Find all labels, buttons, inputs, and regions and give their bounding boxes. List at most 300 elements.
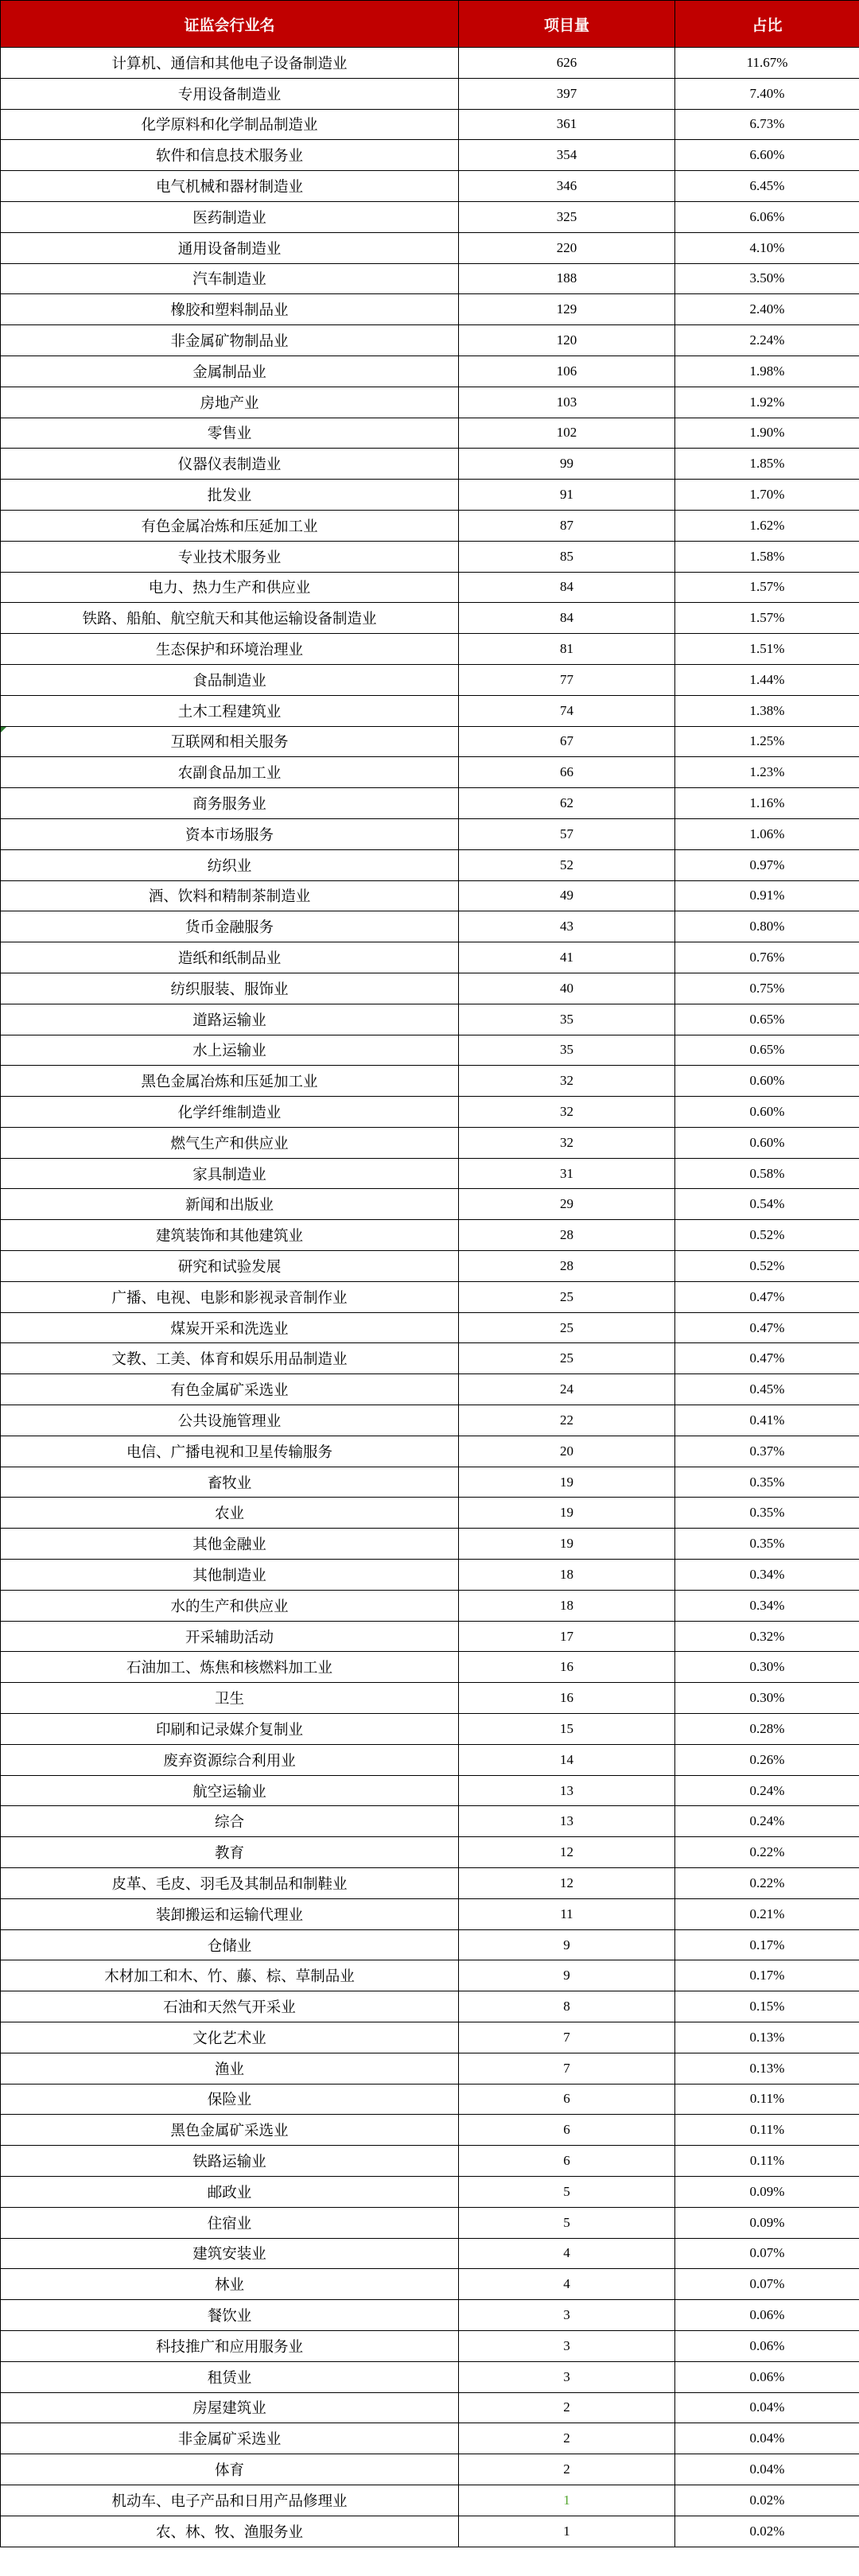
cell-industry[interactable]: 水上运输业 <box>1 1035 459 1066</box>
cell-industry[interactable]: 文化艺术业 <box>1 2022 459 2053</box>
cell-count[interactable]: 7 <box>459 2022 675 2053</box>
cell-count[interactable]: 397 <box>459 78 675 109</box>
cell-industry[interactable]: 仓储业 <box>1 1929 459 1960</box>
cell-share[interactable]: 0.13% <box>675 2022 859 2053</box>
cell-share[interactable]: 0.60% <box>675 1097 859 1128</box>
cell-count[interactable]: 24 <box>459 1374 675 1405</box>
cell-share[interactable]: 1.62% <box>675 510 859 541</box>
cell-share[interactable]: 0.58% <box>675 1158 859 1189</box>
cell-share[interactable]: 1.90% <box>675 418 859 449</box>
table-row[interactable] <box>1 1529 859 1560</box>
cell-count[interactable]: 32 <box>459 1127 675 1158</box>
table-row[interactable] <box>1 942 859 973</box>
cell-count[interactable]: 188 <box>459 263 675 294</box>
cell-share[interactable]: 1.85% <box>675 449 859 480</box>
cell-share[interactable]: 0.52% <box>675 1220 859 1251</box>
cell-industry[interactable]: 道路运输业 <box>1 1004 459 1035</box>
table-row[interactable] <box>1 1312 859 1343</box>
cell-industry[interactable]: 教育 <box>1 1837 459 1868</box>
cell-industry[interactable]: 航空运输业 <box>1 1775 459 1806</box>
cell-count[interactable]: 7 <box>459 2053 675 2084</box>
cell-count[interactable]: 12 <box>459 1837 675 1868</box>
cell-industry[interactable]: 专用设备制造业 <box>1 78 459 109</box>
cell-share[interactable]: 0.41% <box>675 1405 859 1436</box>
cell-share[interactable]: 0.22% <box>675 1868 859 1899</box>
cell-count[interactable]: 4 <box>459 2238 675 2269</box>
table-row[interactable] <box>1 2238 859 2269</box>
table-row[interactable] <box>1 2423 859 2454</box>
cell-industry[interactable]: 餐饮业 <box>1 2300 459 2331</box>
table-row[interactable] <box>1 1837 859 1868</box>
cell-industry[interactable]: 废弃资源综合利用业 <box>1 1744 459 1775</box>
cell-share[interactable]: 0.30% <box>675 1683 859 1714</box>
cell-share[interactable]: 11.67% <box>675 48 859 79</box>
cell-share[interactable]: 0.07% <box>675 2269 859 2300</box>
cell-industry[interactable]: 家具制造业 <box>1 1158 459 1189</box>
cell-count[interactable]: 6 <box>459 2115 675 2146</box>
table-row[interactable] <box>1 880 859 911</box>
cell-industry[interactable]: 印刷和记录媒介复制业 <box>1 1714 459 1745</box>
table-row[interactable] <box>1 2053 859 2084</box>
cell-count[interactable]: 13 <box>459 1806 675 1837</box>
cell-share[interactable]: 0.09% <box>675 2207 859 2238</box>
cell-share[interactable]: 0.75% <box>675 973 859 1004</box>
cell-industry[interactable]: 住宿业 <box>1 2207 459 2238</box>
cell-industry[interactable]: 有色金属矿采选业 <box>1 1374 459 1405</box>
cell-count[interactable]: 67 <box>459 726 675 757</box>
cell-count[interactable]: 3 <box>459 2300 675 2331</box>
table-row[interactable] <box>1 849 859 880</box>
table-row[interactable] <box>1 541 859 572</box>
cell-share[interactable]: 1.44% <box>675 664 859 695</box>
cell-industry[interactable]: 金属制品业 <box>1 356 459 387</box>
cell-share[interactable]: 1.25% <box>675 726 859 757</box>
cell-share[interactable]: 0.37% <box>675 1436 859 1467</box>
table-row[interactable] <box>1 2330 859 2361</box>
cell-share[interactable]: 0.11% <box>675 2084 859 2115</box>
cell-share[interactable]: 1.98% <box>675 356 859 387</box>
table-row[interactable] <box>1 1004 859 1035</box>
cell-share[interactable]: 1.92% <box>675 387 859 418</box>
cell-count[interactable]: 103 <box>459 387 675 418</box>
cell-count[interactable]: 81 <box>459 634 675 665</box>
cell-count[interactable]: 14 <box>459 1744 675 1775</box>
cell-industry[interactable]: 房地产业 <box>1 387 459 418</box>
cell-share[interactable]: 0.22% <box>675 1837 859 1868</box>
cell-industry[interactable]: 其他制造业 <box>1 1560 459 1591</box>
cell-count[interactable]: 41 <box>459 942 675 973</box>
cell-share[interactable]: 6.60% <box>675 140 859 171</box>
cell-share[interactable]: 0.15% <box>675 1991 859 2022</box>
cell-industry[interactable]: 电信、广播电视和卫星传输服务 <box>1 1436 459 1467</box>
table-row[interactable] <box>1 2392 859 2423</box>
cell-share[interactable]: 0.47% <box>675 1312 859 1343</box>
cell-industry[interactable]: 农副食品加工业 <box>1 757 459 788</box>
cell-count[interactable]: 22 <box>459 1405 675 1436</box>
cell-share[interactable]: 0.80% <box>675 911 859 942</box>
cell-share[interactable]: 0.24% <box>675 1775 859 1806</box>
cell-share[interactable]: 0.04% <box>675 2454 859 2485</box>
cell-count[interactable]: 28 <box>459 1251 675 1282</box>
cell-count[interactable]: 325 <box>459 201 675 232</box>
cell-count[interactable]: 1 <box>459 2516 675 2547</box>
cell-share[interactable]: 1.51% <box>675 634 859 665</box>
cell-industry[interactable]: 公共设施管理业 <box>1 1405 459 1436</box>
cell-share[interactable]: 0.21% <box>675 1898 859 1929</box>
cell-share[interactable]: 0.60% <box>675 1127 859 1158</box>
table-row[interactable] <box>1 1590 859 1621</box>
cell-share[interactable]: 1.38% <box>675 695 859 726</box>
cell-industry[interactable]: 食品制造业 <box>1 664 459 695</box>
cell-count[interactable]: 32 <box>459 1066 675 1097</box>
cell-share[interactable]: 0.52% <box>675 1251 859 1282</box>
table-row[interactable] <box>1 603 859 634</box>
cell-count[interactable]: 12 <box>459 1868 675 1899</box>
cell-count[interactable]: 84 <box>459 572 675 603</box>
cell-industry[interactable]: 软件和信息技术服务业 <box>1 140 459 171</box>
cell-industry[interactable]: 新闻和出版业 <box>1 1189 459 1220</box>
cell-count[interactable]: 43 <box>459 911 675 942</box>
cell-share[interactable]: 0.04% <box>675 2423 859 2454</box>
cell-industry[interactable]: 租赁业 <box>1 2361 459 2392</box>
cell-industry[interactable]: 纺织服装、服饰业 <box>1 973 459 1004</box>
cell-industry[interactable]: 燃气生产和供应业 <box>1 1127 459 1158</box>
cell-share[interactable]: 1.57% <box>675 603 859 634</box>
cell-count[interactable]: 18 <box>459 1560 675 1591</box>
cell-count[interactable]: 49 <box>459 880 675 911</box>
table-row[interactable] <box>1 572 859 603</box>
cell-share[interactable]: 0.02% <box>675 2516 859 2547</box>
cell-count[interactable]: 99 <box>459 449 675 480</box>
cell-share[interactable]: 0.04% <box>675 2392 859 2423</box>
table-row[interactable] <box>1 418 859 449</box>
cell-count[interactable]: 66 <box>459 757 675 788</box>
cell-industry[interactable]: 皮革、毛皮、羽毛及其制品和制鞋业 <box>1 1868 459 1899</box>
cell-share[interactable]: 0.06% <box>675 2330 859 2361</box>
cell-share[interactable]: 7.40% <box>675 78 859 109</box>
cell-share[interactable]: 0.35% <box>675 1529 859 1560</box>
cell-share[interactable]: 0.06% <box>675 2300 859 2331</box>
table-row[interactable] <box>1 1929 859 1960</box>
cell-share[interactable]: 0.65% <box>675 1004 859 1035</box>
cell-count[interactable]: 2 <box>459 2454 675 2485</box>
table-row[interactable] <box>1 1898 859 1929</box>
table-row[interactable] <box>1 48 859 79</box>
table-row[interactable] <box>1 634 859 665</box>
cell-count[interactable]: 3 <box>459 2361 675 2392</box>
cell-share[interactable]: 3.50% <box>675 263 859 294</box>
cell-count[interactable]: 9 <box>459 1929 675 1960</box>
cell-share[interactable]: 0.35% <box>675 1498 859 1529</box>
table-row[interactable] <box>1 78 859 109</box>
cell-industry[interactable]: 造纸和纸制品业 <box>1 942 459 973</box>
cell-count[interactable]: 2 <box>459 2423 675 2454</box>
cell-share[interactable]: 6.73% <box>675 109 859 140</box>
cell-count[interactable]: 32 <box>459 1097 675 1128</box>
cell-count[interactable]: 77 <box>459 664 675 695</box>
table-row[interactable] <box>1 201 859 232</box>
cell-industry[interactable]: 非金属矿采选业 <box>1 2423 459 2454</box>
table-row[interactable] <box>1 2454 859 2485</box>
cell-share[interactable]: 0.11% <box>675 2146 859 2177</box>
table-row[interactable] <box>1 664 859 695</box>
cell-share[interactable]: 1.06% <box>675 818 859 849</box>
cell-count[interactable]: 31 <box>459 1158 675 1189</box>
cell-share[interactable]: 0.97% <box>675 849 859 880</box>
table-row[interactable] <box>1 1405 859 1436</box>
cell-count[interactable]: 18 <box>459 1590 675 1621</box>
cell-industry[interactable]: 专业技术服务业 <box>1 541 459 572</box>
cell-industry[interactable]: 土木工程建筑业 <box>1 695 459 726</box>
cell-count[interactable]: 220 <box>459 232 675 263</box>
cell-share[interactable]: 0.34% <box>675 1590 859 1621</box>
table-row[interactable] <box>1 788 859 819</box>
table-row[interactable] <box>1 1775 859 1806</box>
cell-count[interactable]: 35 <box>459 1035 675 1066</box>
cell-share[interactable]: 0.24% <box>675 1806 859 1837</box>
cell-count[interactable]: 20 <box>459 1436 675 1467</box>
cell-share[interactable]: 1.57% <box>675 572 859 603</box>
cell-count[interactable]: 85 <box>459 541 675 572</box>
table-row[interactable] <box>1 973 859 1004</box>
cell-count[interactable]: 1 <box>459 2485 675 2516</box>
cell-industry[interactable]: 建筑安装业 <box>1 2238 459 2269</box>
table-row[interactable] <box>1 2300 859 2331</box>
cell-count[interactable]: 102 <box>459 418 675 449</box>
cell-industry[interactable]: 货币金融服务 <box>1 911 459 942</box>
cell-industry[interactable]: 批发业 <box>1 480 459 511</box>
cell-count[interactable]: 5 <box>459 2176 675 2207</box>
cell-count[interactable]: 3 <box>459 2330 675 2361</box>
cell-share[interactable]: 6.06% <box>675 201 859 232</box>
cell-share[interactable]: 0.28% <box>675 1714 859 1745</box>
cell-industry[interactable]: 农业 <box>1 1498 459 1529</box>
cell-count[interactable]: 52 <box>459 849 675 880</box>
cell-share[interactable]: 0.32% <box>675 1621 859 1652</box>
cell-count[interactable]: 29 <box>459 1189 675 1220</box>
cell-industry[interactable]: 综合 <box>1 1806 459 1837</box>
table-row[interactable] <box>1 695 859 726</box>
table-row[interactable] <box>1 1343 859 1374</box>
table-row[interactable] <box>1 1467 859 1498</box>
cell-industry[interactable]: 生态保护和环境治理业 <box>1 634 459 665</box>
cell-industry[interactable]: 电气机械和器材制造业 <box>1 171 459 202</box>
cell-share[interactable]: 0.47% <box>675 1281 859 1312</box>
cell-industry[interactable]: 零售业 <box>1 418 459 449</box>
cell-share[interactable]: 0.45% <box>675 1374 859 1405</box>
cell-industry[interactable]: 水的生产和供应业 <box>1 1590 459 1621</box>
cell-share[interactable]: 0.54% <box>675 1189 859 1220</box>
cell-share[interactable]: 1.70% <box>675 480 859 511</box>
cell-share[interactable]: 0.02% <box>675 2485 859 2516</box>
cell-industry[interactable]: 广播、电视、电影和影视录音制作业 <box>1 1281 459 1312</box>
cell-share[interactable]: 0.17% <box>675 1960 859 1991</box>
cell-count[interactable]: 9 <box>459 1960 675 1991</box>
cell-industry[interactable]: 纺织业 <box>1 849 459 880</box>
cell-share[interactable]: 2.24% <box>675 325 859 356</box>
table-row[interactable] <box>1 356 859 387</box>
table-row[interactable] <box>1 1097 859 1128</box>
table-row[interactable] <box>1 1281 859 1312</box>
cell-industry[interactable]: 文教、工美、体育和娱乐用品制造业 <box>1 1343 459 1374</box>
table-row[interactable] <box>1 140 859 171</box>
table-row[interactable] <box>1 2115 859 2146</box>
cell-share[interactable]: 1.58% <box>675 541 859 572</box>
table-row[interactable] <box>1 2084 859 2115</box>
cell-industry[interactable]: 酒、饮料和精制茶制造业 <box>1 880 459 911</box>
table-row[interactable] <box>1 1251 859 1282</box>
cell-share[interactable]: 0.07% <box>675 2238 859 2269</box>
table-row[interactable] <box>1 1498 859 1529</box>
cell-count[interactable]: 16 <box>459 1652 675 1683</box>
cell-industry[interactable]: 石油和天然气开采业 <box>1 1991 459 2022</box>
table-row[interactable] <box>1 2022 859 2053</box>
table-row[interactable] <box>1 1374 859 1405</box>
cell-share[interactable]: 0.06% <box>675 2361 859 2392</box>
cell-count[interactable]: 626 <box>459 48 675 79</box>
cell-count[interactable]: 57 <box>459 818 675 849</box>
cell-count[interactable]: 346 <box>459 171 675 202</box>
cell-industry[interactable]: 机动车、电子产品和日用产品修理业 <box>1 2485 459 2516</box>
table-row[interactable] <box>1 818 859 849</box>
table-row[interactable] <box>1 1744 859 1775</box>
cell-count[interactable]: 106 <box>459 356 675 387</box>
cell-share[interactable]: 0.60% <box>675 1066 859 1097</box>
table-row[interactable] <box>1 2361 859 2392</box>
cell-count[interactable]: 2 <box>459 2392 675 2423</box>
cell-industry[interactable]: 建筑装饰和其他建筑业 <box>1 1220 459 1251</box>
cell-share[interactable]: 0.91% <box>675 880 859 911</box>
cell-industry[interactable]: 渔业 <box>1 2053 459 2084</box>
cell-share[interactable]: 1.16% <box>675 788 859 819</box>
table-row[interactable] <box>1 1652 859 1683</box>
cell-share[interactable]: 0.34% <box>675 1560 859 1591</box>
cell-industry[interactable]: 研究和试验发展 <box>1 1251 459 1282</box>
cell-share[interactable]: 0.35% <box>675 1467 859 1498</box>
cell-count[interactable]: 6 <box>459 2084 675 2115</box>
table-row[interactable] <box>1 1158 859 1189</box>
table-row[interactable] <box>1 1035 859 1066</box>
table-row[interactable] <box>1 325 859 356</box>
table-row[interactable] <box>1 757 859 788</box>
cell-industry[interactable]: 其他金融业 <box>1 1529 459 1560</box>
cell-share[interactable]: 0.47% <box>675 1343 859 1374</box>
cell-count[interactable]: 87 <box>459 510 675 541</box>
cell-count[interactable]: 4 <box>459 2269 675 2300</box>
table-row[interactable] <box>1 387 859 418</box>
cell-industry[interactable]: 互联网和相关服务 <box>1 726 459 757</box>
cell-share[interactable]: 0.13% <box>675 2053 859 2084</box>
cell-count[interactable]: 19 <box>459 1467 675 1498</box>
cell-industry[interactable]: 铁路运输业 <box>1 2146 459 2177</box>
cell-share[interactable]: 6.45% <box>675 171 859 202</box>
table-row[interactable] <box>1 1683 859 1714</box>
cell-share[interactable]: 0.11% <box>675 2115 859 2146</box>
cell-count[interactable]: 25 <box>459 1281 675 1312</box>
cell-industry[interactable]: 橡胶和塑料制品业 <box>1 294 459 325</box>
table-row[interactable] <box>1 510 859 541</box>
cell-count[interactable]: 6 <box>459 2146 675 2177</box>
table-row[interactable] <box>1 109 859 140</box>
table-row[interactable] <box>1 2176 859 2207</box>
cell-count[interactable]: 5 <box>459 2207 675 2238</box>
cell-share[interactable]: 0.09% <box>675 2176 859 2207</box>
header-share[interactable]: 占比 <box>675 1 859 48</box>
cell-industry[interactable]: 房屋建筑业 <box>1 2392 459 2423</box>
cell-industry[interactable]: 畜牧业 <box>1 1467 459 1498</box>
cell-industry[interactable]: 有色金属冶炼和压延加工业 <box>1 510 459 541</box>
cell-count[interactable]: 62 <box>459 788 675 819</box>
table-row[interactable] <box>1 726 859 757</box>
cell-industry[interactable]: 铁路、船舶、航空航天和其他运输设备制造业 <box>1 603 459 634</box>
cell-industry[interactable]: 医药制造业 <box>1 201 459 232</box>
cell-industry[interactable]: 化学原料和化学制品制造业 <box>1 109 459 140</box>
table-row[interactable] <box>1 1436 859 1467</box>
table-row[interactable] <box>1 171 859 202</box>
cell-count[interactable]: 40 <box>459 973 675 1004</box>
cell-industry[interactable]: 木材加工和木、竹、藤、棕、草制品业 <box>1 1960 459 1991</box>
table-row[interactable] <box>1 1868 859 1899</box>
table-row[interactable] <box>1 2516 859 2547</box>
table-row[interactable] <box>1 480 859 511</box>
cell-share[interactable]: 0.26% <box>675 1744 859 1775</box>
cell-count[interactable]: 11 <box>459 1898 675 1929</box>
cell-share[interactable]: 2.40% <box>675 294 859 325</box>
cell-industry[interactable]: 通用设备制造业 <box>1 232 459 263</box>
cell-industry[interactable]: 林业 <box>1 2269 459 2300</box>
cell-industry[interactable]: 仪器仪表制造业 <box>1 449 459 480</box>
cell-share[interactable]: 0.65% <box>675 1035 859 1066</box>
cell-industry[interactable]: 非金属矿物制品业 <box>1 325 459 356</box>
table-row[interactable] <box>1 1960 859 1991</box>
table-row[interactable] <box>1 1714 859 1745</box>
cell-count[interactable]: 361 <box>459 109 675 140</box>
cell-industry[interactable]: 化学纤维制造业 <box>1 1097 459 1128</box>
cell-industry[interactable]: 黑色金属矿采选业 <box>1 2115 459 2146</box>
table-row[interactable] <box>1 2146 859 2177</box>
cell-count[interactable]: 13 <box>459 1775 675 1806</box>
cell-industry[interactable]: 装卸搬运和运输代理业 <box>1 1898 459 1929</box>
cell-industry[interactable]: 资本市场服务 <box>1 818 459 849</box>
cell-count[interactable]: 25 <box>459 1343 675 1374</box>
cell-share[interactable]: 1.23% <box>675 757 859 788</box>
cell-count[interactable]: 91 <box>459 480 675 511</box>
table-row[interactable] <box>1 232 859 263</box>
cell-industry[interactable]: 汽车制造业 <box>1 263 459 294</box>
cell-count[interactable]: 19 <box>459 1529 675 1560</box>
cell-count[interactable]: 19 <box>459 1498 675 1529</box>
table-row[interactable] <box>1 2207 859 2238</box>
cell-industry[interactable]: 黑色金属冶炼和压延加工业 <box>1 1066 459 1097</box>
table-row[interactable] <box>1 1991 859 2022</box>
table-row[interactable] <box>1 1127 859 1158</box>
cell-count[interactable]: 354 <box>459 140 675 171</box>
cell-count[interactable]: 129 <box>459 294 675 325</box>
table-row[interactable] <box>1 1621 859 1652</box>
cell-industry[interactable]: 电力、热力生产和供应业 <box>1 572 459 603</box>
cell-industry[interactable]: 煤炭开采和洗选业 <box>1 1312 459 1343</box>
cell-industry[interactable]: 体育 <box>1 2454 459 2485</box>
table-row[interactable] <box>1 449 859 480</box>
cell-industry[interactable]: 科技推广和应用服务业 <box>1 2330 459 2361</box>
cell-share[interactable]: 0.30% <box>675 1652 859 1683</box>
table-row[interactable] <box>1 2269 859 2300</box>
cell-count[interactable]: 120 <box>459 325 675 356</box>
table-row[interactable] <box>1 1560 859 1591</box>
cell-count[interactable]: 8 <box>459 1991 675 2022</box>
table-row[interactable] <box>1 2485 859 2516</box>
cell-industry[interactable]: 卫生 <box>1 1683 459 1714</box>
